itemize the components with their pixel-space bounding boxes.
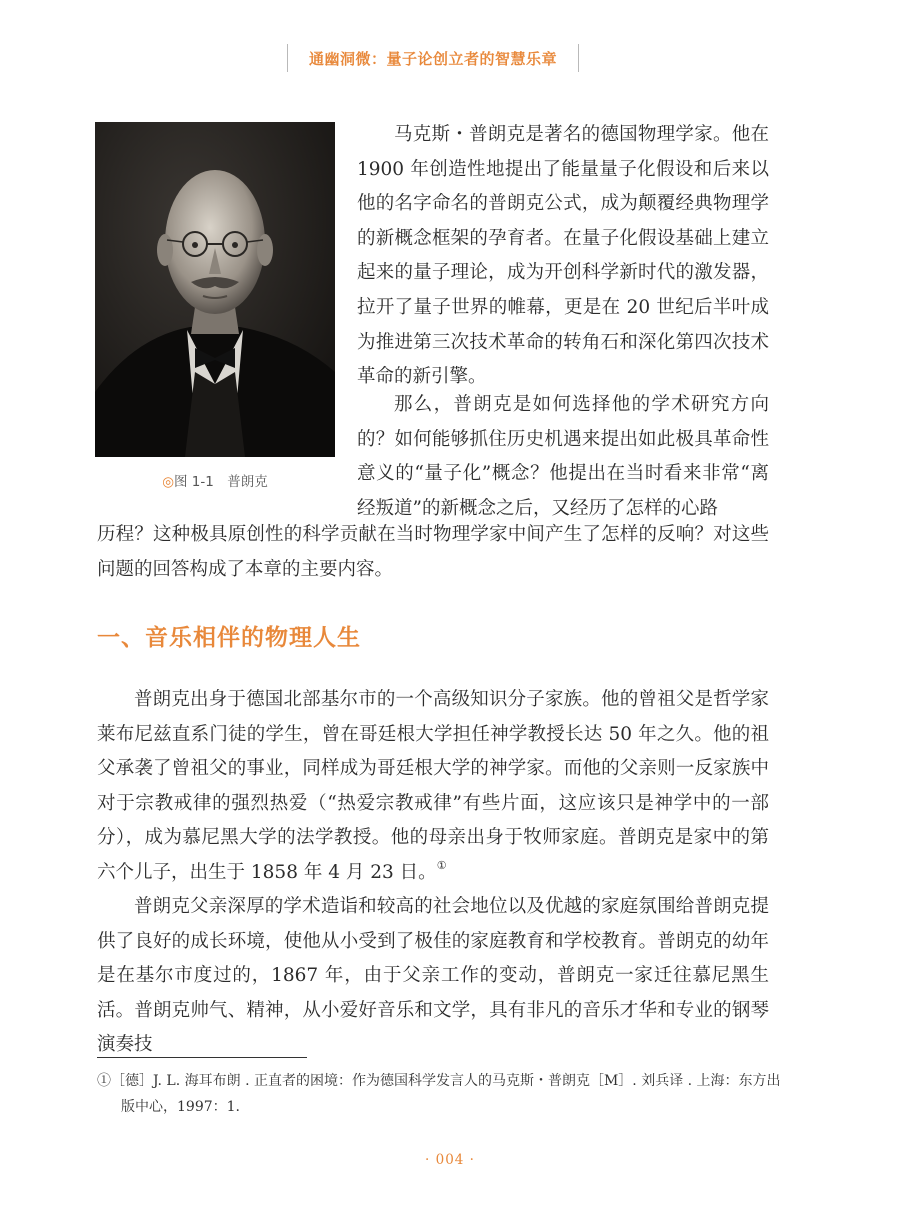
section-paragraph-2: 普朗克父亲深厚的学术造诣和较高的社会地位以及优越的家庭氛围给普朗克提供了良好的成长环境，使他从小受到了极佳的家庭教育和学校教育。普朗克的幼年是在基尔市度过的，1867 年，由于父亲工作的变动，普朗克一家迁往慕尼黑生活。普朗克帅气、精神，从小爱好音乐和文学，具有非凡的音乐才华和专业的钢琴演奏技	[97, 896, 769, 1056]
intro-paragraph-1: 马克斯・普朗克是著名的德国物理学家。他在1900 年创造性地提出了能量量子化假设和后来以他的名字命名的普朗克公式，成为颠覆经典物理学的新概念框架的孕育者。在量子化假设基础上建立起来的量子理论，成为开创科学新时代的激发器，拉开了量子世界的帷幕，更是在 20 世纪后半叶成为推进第三次技术革命的转角石和深化第四次技术革命的新引擎。	[357, 124, 769, 388]
section-paragraph-1-text: 普朗克出身于德国北部基尔市的一个高级知识分子家族。他的曾祖父是哲学家莱布尼兹直系门徒的学生，曾在哥廷根大学担任神学教授长达 50 年之久。他的祖父承袭了曾祖父的事业，同样成为哥廷根大学的神学家。而他的父亲则一反家族中对于宗教戒律的强烈热爱（“热爱宗教戒律”有些片面，这应该只是神学中的一部分），成为慕尼黑大学的法学教授。他的母亲出身于牧师家庭。普朗克是家中的第六个儿子，出生于 1858 年 4 月 23 日。	[97, 689, 769, 883]
section-paragraph-1	[97, 683, 769, 891]
portrait-illustration	[95, 122, 335, 457]
running-header	[287, 44, 579, 72]
intro-paragraph-2-part-2: 历程？这种极具原创性的科学贡献在当时物理学家中间产生了怎样的反响？对这些问题的回答构成了本章的主要内容。	[97, 524, 769, 580]
section-heading: 一、音乐相伴的物理人生	[97, 625, 361, 651]
caption-marker: ◎	[162, 474, 174, 490]
running-header-title: 通幽洞微：量子论创立者的智慧乐章	[308, 49, 557, 68]
page-number: · 004 ·	[425, 1152, 475, 1168]
planck-portrait-photo	[95, 122, 335, 457]
footnote-reference[interactable]: ①	[436, 858, 447, 872]
footnote-divider	[97, 1057, 307, 1058]
figure-caption	[95, 470, 335, 490]
footnote: ①［德］J. L. 海耳布朗 . 正直者的困境：作为德国科学发言人的马克斯・普朗克［M］. 刘兵译 . 上海：东方出版中心，1997：1.	[97, 1073, 781, 1115]
caption-text: 图 1-1 普朗克	[173, 474, 268, 490]
intro-paragraph-2-part-1: 那么，普朗克是如何选择他的学术研究方向的？如何能够抓住历史机遇来提出如此极具革命性意义的“量子化”概念？他提出在当时看来非常“离经叛道”的新概念之后，又经历了怎样的心路	[357, 394, 769, 519]
